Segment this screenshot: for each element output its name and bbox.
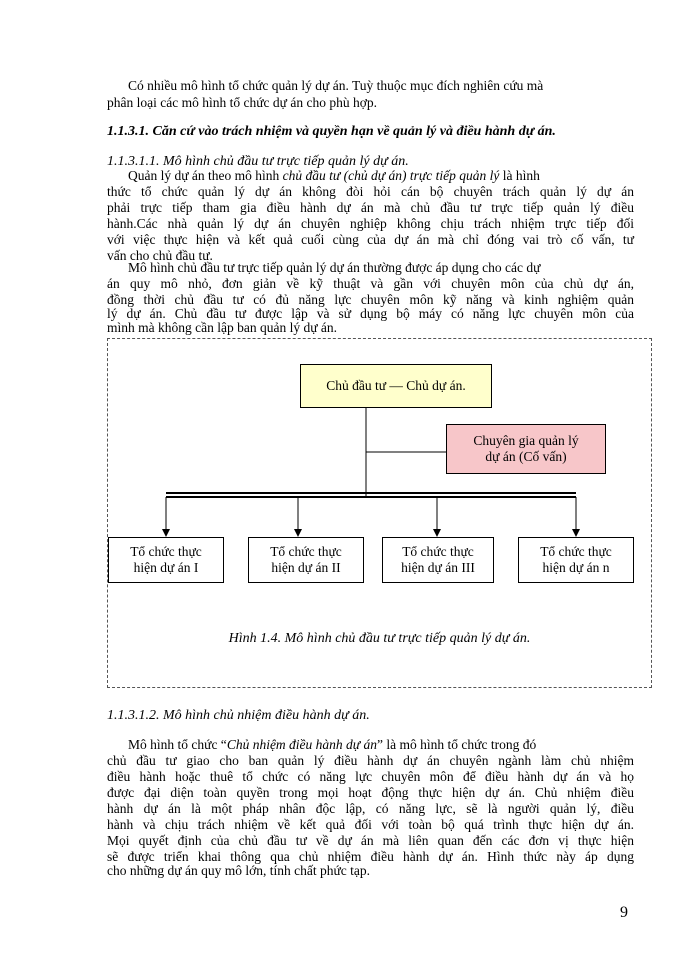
sub2-line-8: sẽ được triển khai thông qua chủ nhiệm điều hành dự án. Hình thức này áp dụng — [107, 849, 634, 864]
org-box-1-label-2: hiện dự án I — [133, 560, 199, 575]
sub1-p2-line-2: án quy mô nhỏ, đơn giản về kỹ thuật và gần với chuyên môn của chủ dự án, — [107, 276, 634, 291]
sub2-line-2: chủ đầu tư giao cho ban quản lý điều hành dự án chuyên ngành làm chủ nhiệm — [107, 753, 634, 768]
sub1-p1-line-1 — [128, 168, 634, 184]
sub2-italic-term: Chủ nhiệm điều hành dự án — [226, 737, 378, 752]
org-box-2-label-1: Tổ chức thực — [270, 544, 342, 559]
subsection2-heading: 1.1.3.1.2. Mô hình chủ nhiệm điều hành dự án. — [107, 708, 370, 723]
org-box-1 — [108, 537, 224, 583]
figure-org-chart — [107, 338, 652, 688]
owner-box — [300, 364, 492, 408]
org-box-1-label-1: Tổ chức thực — [130, 544, 202, 559]
consultant-label-2: dự án (Cố vấn) — [485, 449, 567, 464]
sub1-p2-line-3: đồng thời chủ đầu tư có đủ năng lực chuyên môn kỹ năng và kinh nghiệm quản — [107, 292, 634, 307]
sub1-p1-line-5: với việc thực hiện và kết quả cuối cùng của dự án mà chỉ đóng vai trò cố vấn, tư — [107, 232, 634, 247]
page-number: 9 — [620, 904, 628, 921]
section-heading: 1.1.3.1. Căn cứ vào trách nhiệm và quyền hạn về quản lý và điều hành dự án. — [107, 124, 556, 139]
sub1-p2-line-5: mình mà không cần lập ban quản lý dự án. — [107, 320, 338, 335]
sub1-p1-italic-term: chủ đầu tư (chủ dự án) trực tiếp quản lý — [282, 168, 500, 183]
org-box-3-label-1: Tổ chức thực — [402, 544, 474, 559]
intro-line-2: phân loại các mô hình tổ chức dự án cho phù hợp. — [107, 95, 377, 110]
sub2-line-7: Mọi quyết định của chủ đầu tư về dự án mà liên quan đến các đơn vị thực hiện — [107, 833, 634, 848]
consultant-box — [446, 424, 606, 474]
sub2-line-1 — [128, 737, 634, 753]
sub2-text-end: ” là mô hình tổ chức trong đó — [377, 737, 537, 752]
subsection1-heading: 1.1.3.1.1. Mô hình chủ đầu tư trực tiếp quản lý dự án. — [107, 154, 409, 169]
sub1-p1-line-2: thức tổ chức quản lý dự án không đòi hỏi cán bộ chuyên trách quản lý dự án — [107, 184, 634, 199]
sub1-p1-text-end: là hình — [499, 168, 540, 183]
sub2-line-3: điều hành hoặc thuê tổ chức có năng lực chuyên môn để điều hành dự án và họ — [107, 769, 634, 784]
sub1-p2-line-1: Mô hình chủ đầu tư trực tiếp quản lý dự án thường được áp dụng cho các dự — [128, 260, 541, 275]
sub1-p2-line-4: lý dự án. Chủ đầu tư được lập và sử dụng bộ máy có năng lực chuyên môn của — [107, 306, 634, 321]
owner-label: Chủ đầu tư — Chủ dự án. — [326, 378, 466, 393]
org-box-3 — [382, 537, 494, 583]
org-box-2-label-2: hiện dự án II — [271, 560, 341, 575]
consultant-label-1: Chuyên gia quản lý — [473, 433, 579, 448]
sub1-p1-text: Quản lý dự án theo mô hình — [128, 168, 283, 183]
org-box-4-label-1: Tổ chức thực — [540, 544, 612, 559]
intro-line-1: Có nhiều mô hình tổ chức quản lý dự án. Tuỳ thuộc mục đích nghiên cứu mà — [128, 78, 544, 93]
org-box-2 — [248, 537, 364, 583]
sub2-line-6: hành và chịu trách nhiệm về kết quả đối với toàn bộ quá trình thực hiện dự án. — [107, 817, 634, 832]
sub2-line-9: cho những dự án quy mô lớn, tính chất phức tạp. — [107, 863, 371, 878]
org-box-3-label-2: hiện dự án III — [401, 560, 475, 575]
sub2-line-4: được đại diện toàn quyền trong mọi hoạt động thực hiện dự án. Chủ nhiệm điều — [107, 785, 634, 800]
sub2-line-5: hành dự án là một pháp nhân độc lập, có năng lực, sẽ là người quản lý, điều — [107, 801, 634, 816]
sub1-p1-line-6: vấn cho chủ đầu tư. — [107, 248, 213, 263]
sub1-p1-line-4: hành.Các nhà quản lý dự án chuyên nghiệp không chịu trách nhiệm trực tiếp đối — [107, 216, 634, 231]
sub1-p1-line-3: phải trực tiếp tham gia điều hành dự án mà chủ đầu tư trực tiếp quản lý điều — [107, 200, 634, 215]
figure-caption: Hình 1.4. Mô hình chủ đầu tư trực tiếp quản lý dự án. — [228, 631, 531, 646]
org-box-4 — [518, 537, 634, 583]
sub2-text: Mô hình tổ chức “ — [128, 737, 227, 752]
org-box-4-label-2: hiện dự án n — [542, 560, 610, 575]
